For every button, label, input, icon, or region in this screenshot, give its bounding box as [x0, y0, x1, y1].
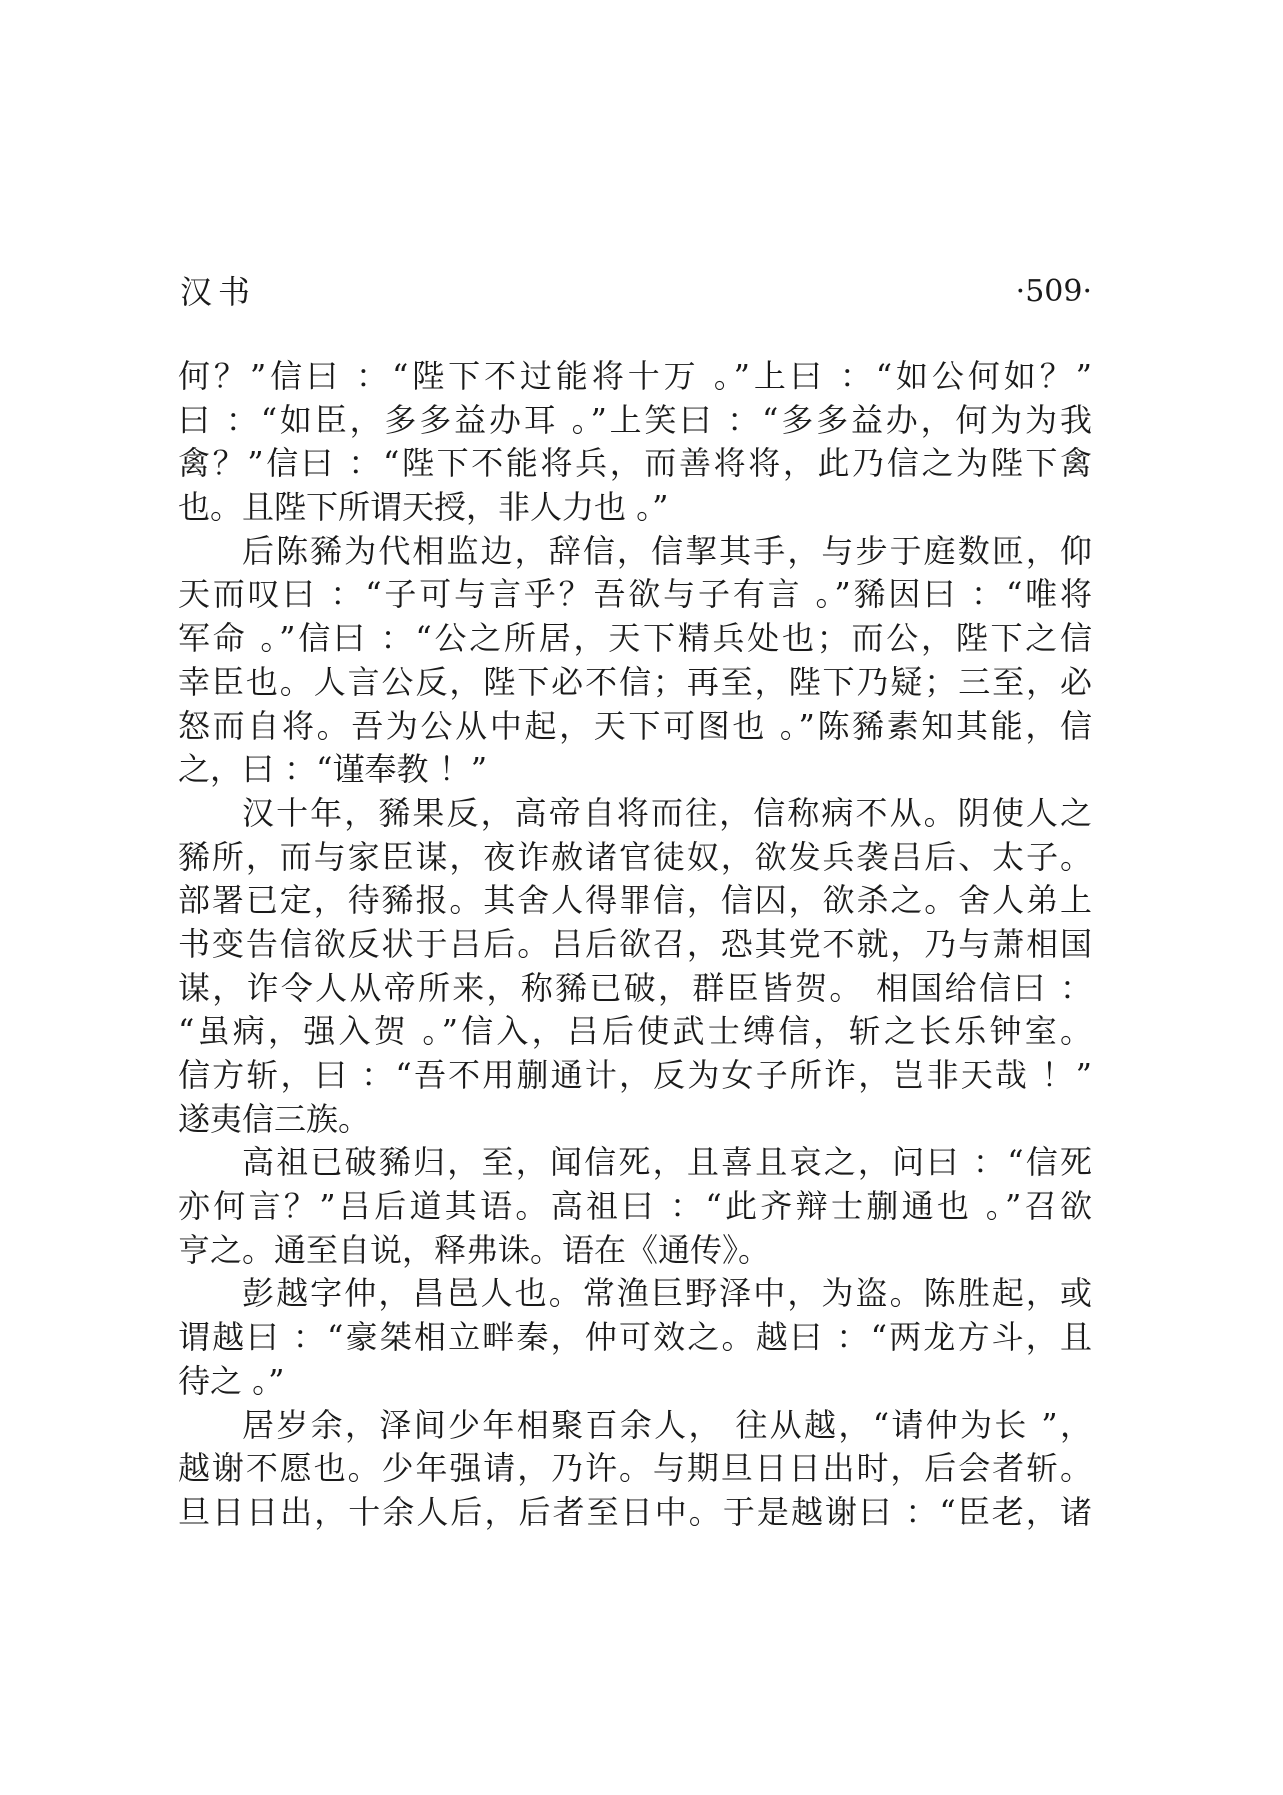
running-header	[180, 270, 1092, 320]
text-line: 居岁余，泽间少年相聚百余人， 往从越，“请仲为长 ”，	[242, 1405, 1092, 1444]
text-line: 怒而自将。吾为公从中起，天下可图也 。”陈豨素知其能，信	[178, 706, 1092, 745]
text-line: 待之 。”	[178, 1361, 285, 1400]
text-line: 天而叹曰 ：“子可与言乎？吾欲与子有言 。”豨因曰 ：“唯将	[178, 575, 1092, 614]
text-line: 军命 。”信曰 ：“公之所居，天下精兵处也；而公，陛下之信	[178, 619, 1092, 658]
book-title: 汉书	[180, 273, 257, 311]
text-line: 曰 ：“如臣，多多益办耳 。”上笑曰 ：“多多益办，何为为我	[178, 400, 1092, 439]
text-line: 遂夷信三族。	[178, 1099, 371, 1138]
page-number: ·509·	[1015, 274, 1092, 309]
text-line: “虽病，强入贺 。”信入，吕后使武士缚信，斩之长乐钟室。	[178, 1012, 1092, 1051]
body-text	[178, 355, 1092, 1535]
text-line: 旦日日出，十余人后，后者至日中。于是越谢曰 ：“臣老，诸	[178, 1492, 1092, 1531]
text-line: 何？”信曰 ：“陛下不过能将十万 。”上曰 ：“如公何如？”	[178, 357, 1092, 395]
text-line: 亦何言？”吕后道其语。高祖曰 ：“此齐辩士蒯通也 。”召欲	[178, 1187, 1092, 1226]
text-line: 幸臣也。人言公反，陛下必不信；再至，陛下乃疑；三至，必	[178, 662, 1092, 701]
text-line: 彭越字仲，昌邑人也。常渔巨野泽中，为盗。陈胜起，或	[242, 1274, 1092, 1313]
text-line: 豨所，而与家臣谋，夜诈赦诸官徒奴，欲发兵袭吕后、太子。	[178, 837, 1092, 876]
text-line: 越谢不愿也。少年强请，乃许。与期旦日日出时，后会者斩。	[178, 1449, 1092, 1488]
text-line: 后陈豨为代相监边，辞信，信挈其手，与步于庭数匝，仰	[242, 531, 1092, 570]
text-line: 之，曰 ：“谨奉教 ！”	[178, 750, 488, 789]
text-line: 也。且陛下所谓天授，非人力也 。”	[178, 488, 669, 527]
text-line: 信方斩，曰 ：“吾不用蒯通计，反为女子所诈，岂非天哉 ！”	[178, 1056, 1092, 1094]
text-line: 书变告信欲反状于吕后。吕后欲召，恐其党不就，乃与萧相国	[178, 924, 1092, 963]
text-line: 谓越曰 ：“豪桀相立畔秦，仲可效之。越曰 ：“两龙方斗，且	[178, 1318, 1092, 1357]
text-line: 禽？”信曰 ：“陛下不能将兵，而善将将，此乃信之为陛下禽	[178, 444, 1092, 483]
text-line: 亨之。通至自说，释弗诛。语在《通传》。	[178, 1230, 771, 1269]
text-line: 部署已定，待豨报。其舍人得罪信，信囚，欲杀之。舍人弟上	[178, 881, 1092, 920]
text-line: 谋，诈令人从帝所来，称豨已破，群臣皆贺。 相国给信曰 ：	[178, 968, 1092, 1007]
text-line: 汉十年，豨果反，高帝自将而往，信称病不从。阴使人之	[242, 793, 1092, 832]
text-line: 高祖已破豨归，至，闻信死，且喜且哀之，问曰 ：“信死	[242, 1143, 1092, 1182]
